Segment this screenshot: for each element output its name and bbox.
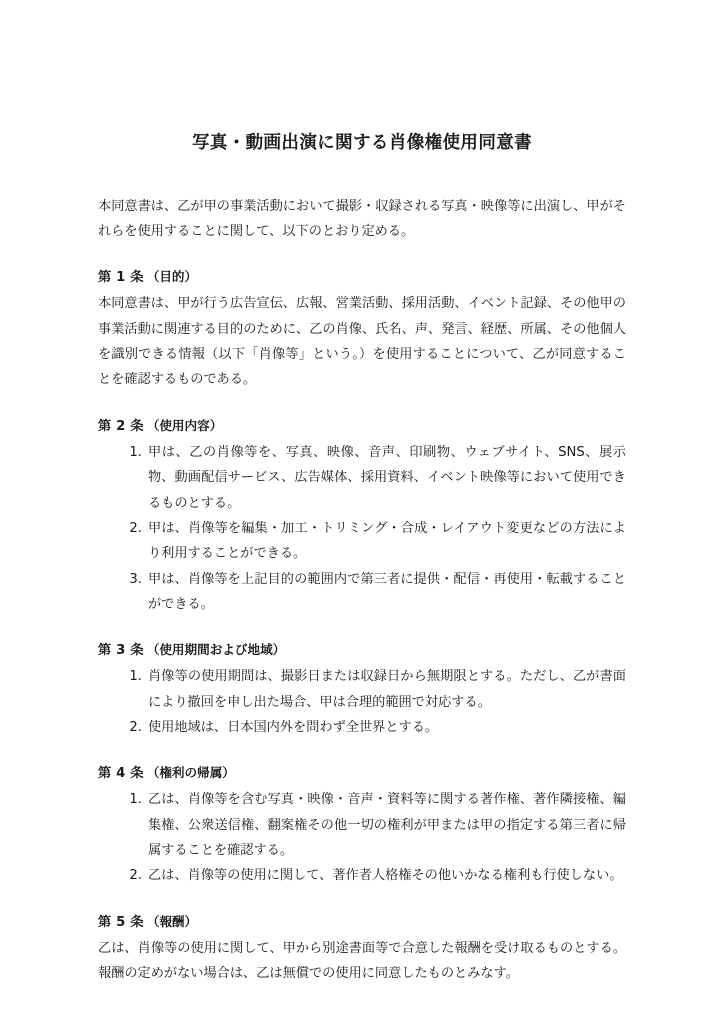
clause-text: 甲は、肖像等を上記目的の範囲内で第三者に提供・配信・再使用・転載することができる。 [148,571,626,612]
article-name: （報酬） [146,913,198,929]
clause-item [98,863,626,888]
clause-marker: 2. [129,720,142,736]
clause-text: 肖像等の使用期間は、撮影日または収録日から無期限とする。ただし、乙が書面により撤回を申し出た場合、甲は合理的範囲で対応する。 [148,669,626,710]
clause-item [98,516,626,567]
article-section [98,414,626,617]
clause-item [98,787,626,863]
article-heading [98,910,626,935]
article-number: 第 4 条 [98,766,144,782]
clause-item [98,567,626,618]
clause-item [98,715,626,740]
clause-text: 使用地域は、日本国内外を問わず全世界とする。 [148,720,439,736]
clause-marker: 3. [129,571,142,587]
clause-item [98,440,626,516]
article-heading [98,638,626,663]
clause-text: 乙は、肖像等の使用に関して、著作者人格権その他いかなる権利も行使しない。 [148,868,623,884]
article-name: （目的） [146,269,198,285]
articles-container [98,265,626,986]
article-name: （権利の帰属） [146,765,235,781]
article-heading [98,761,626,786]
article-name: （使用期間および地域） [146,642,286,658]
article-number: 第 1 条 [98,270,144,286]
article-number: 第 2 条 [98,418,144,434]
article-section [98,265,626,392]
clause-marker: 2. [129,520,142,536]
article-heading [98,265,626,290]
clause-marker: 1. [129,669,142,685]
clause-marker: 1. [129,444,142,460]
article-number: 第 5 条 [98,914,144,930]
clause-list [98,787,626,888]
article-body: 本同意書は、甲が行う広告宣伝、広報、営業活動、採用活動、イベント記録、その他甲の事業活動に関連する目的のために、乙の肖像、氏名、声、発言、経歴、所属、その他個人を識別できる情報（以下「肖像等」という。）を使用することについて、乙が同意することを確認するものである。 [98,296,626,388]
clause-list [98,664,626,740]
clause-item [98,664,626,715]
article-heading [98,414,626,439]
clause-text: 甲は、乙の肖像等を、写真、映像、音声、印刷物、ウェブサイト、SNS、展示物、動画配信サービス、広告媒体、採用資料、イベント映像等において使用できるものとする。 [148,444,626,511]
intro-paragraph: 本同意書は、乙が甲の事業活動において撮影・収録される写真・映像等に出演し、甲がそれらを使用することに関して、以下のとおり定める。 [98,198,626,239]
clause-marker: 1. [129,792,142,808]
clause-marker: 2. [129,868,142,884]
page-title: 写真・動画出演に関する肖像権使用同意書 [191,133,533,153]
clause-text: 甲は、肖像等を編集・加工・トリミング・合成・レイアウト変更などの方法により利用することができる。 [148,520,626,562]
article-section [98,910,626,987]
clause-list [98,440,626,617]
article-name: （使用内容） [146,417,223,433]
article-number: 第 3 条 [98,643,144,659]
clause-text: 乙は、肖像等を含む写真・映像・音声・資料等に関する著作権、著作隣接権、編集権、公衆送信権、翻案権その他一切の権利が甲または甲の指定する第三者に帰属することを確認する。 [148,792,626,859]
article-section [98,761,626,888]
article-section [98,638,626,740]
article-body: 乙は、肖像等の使用に関して、甲から別途書面等で合意した報酬を受け取るものとする。報酬の定めがない場合は、乙は無償での使用に同意したものとみなす。 [98,940,626,982]
